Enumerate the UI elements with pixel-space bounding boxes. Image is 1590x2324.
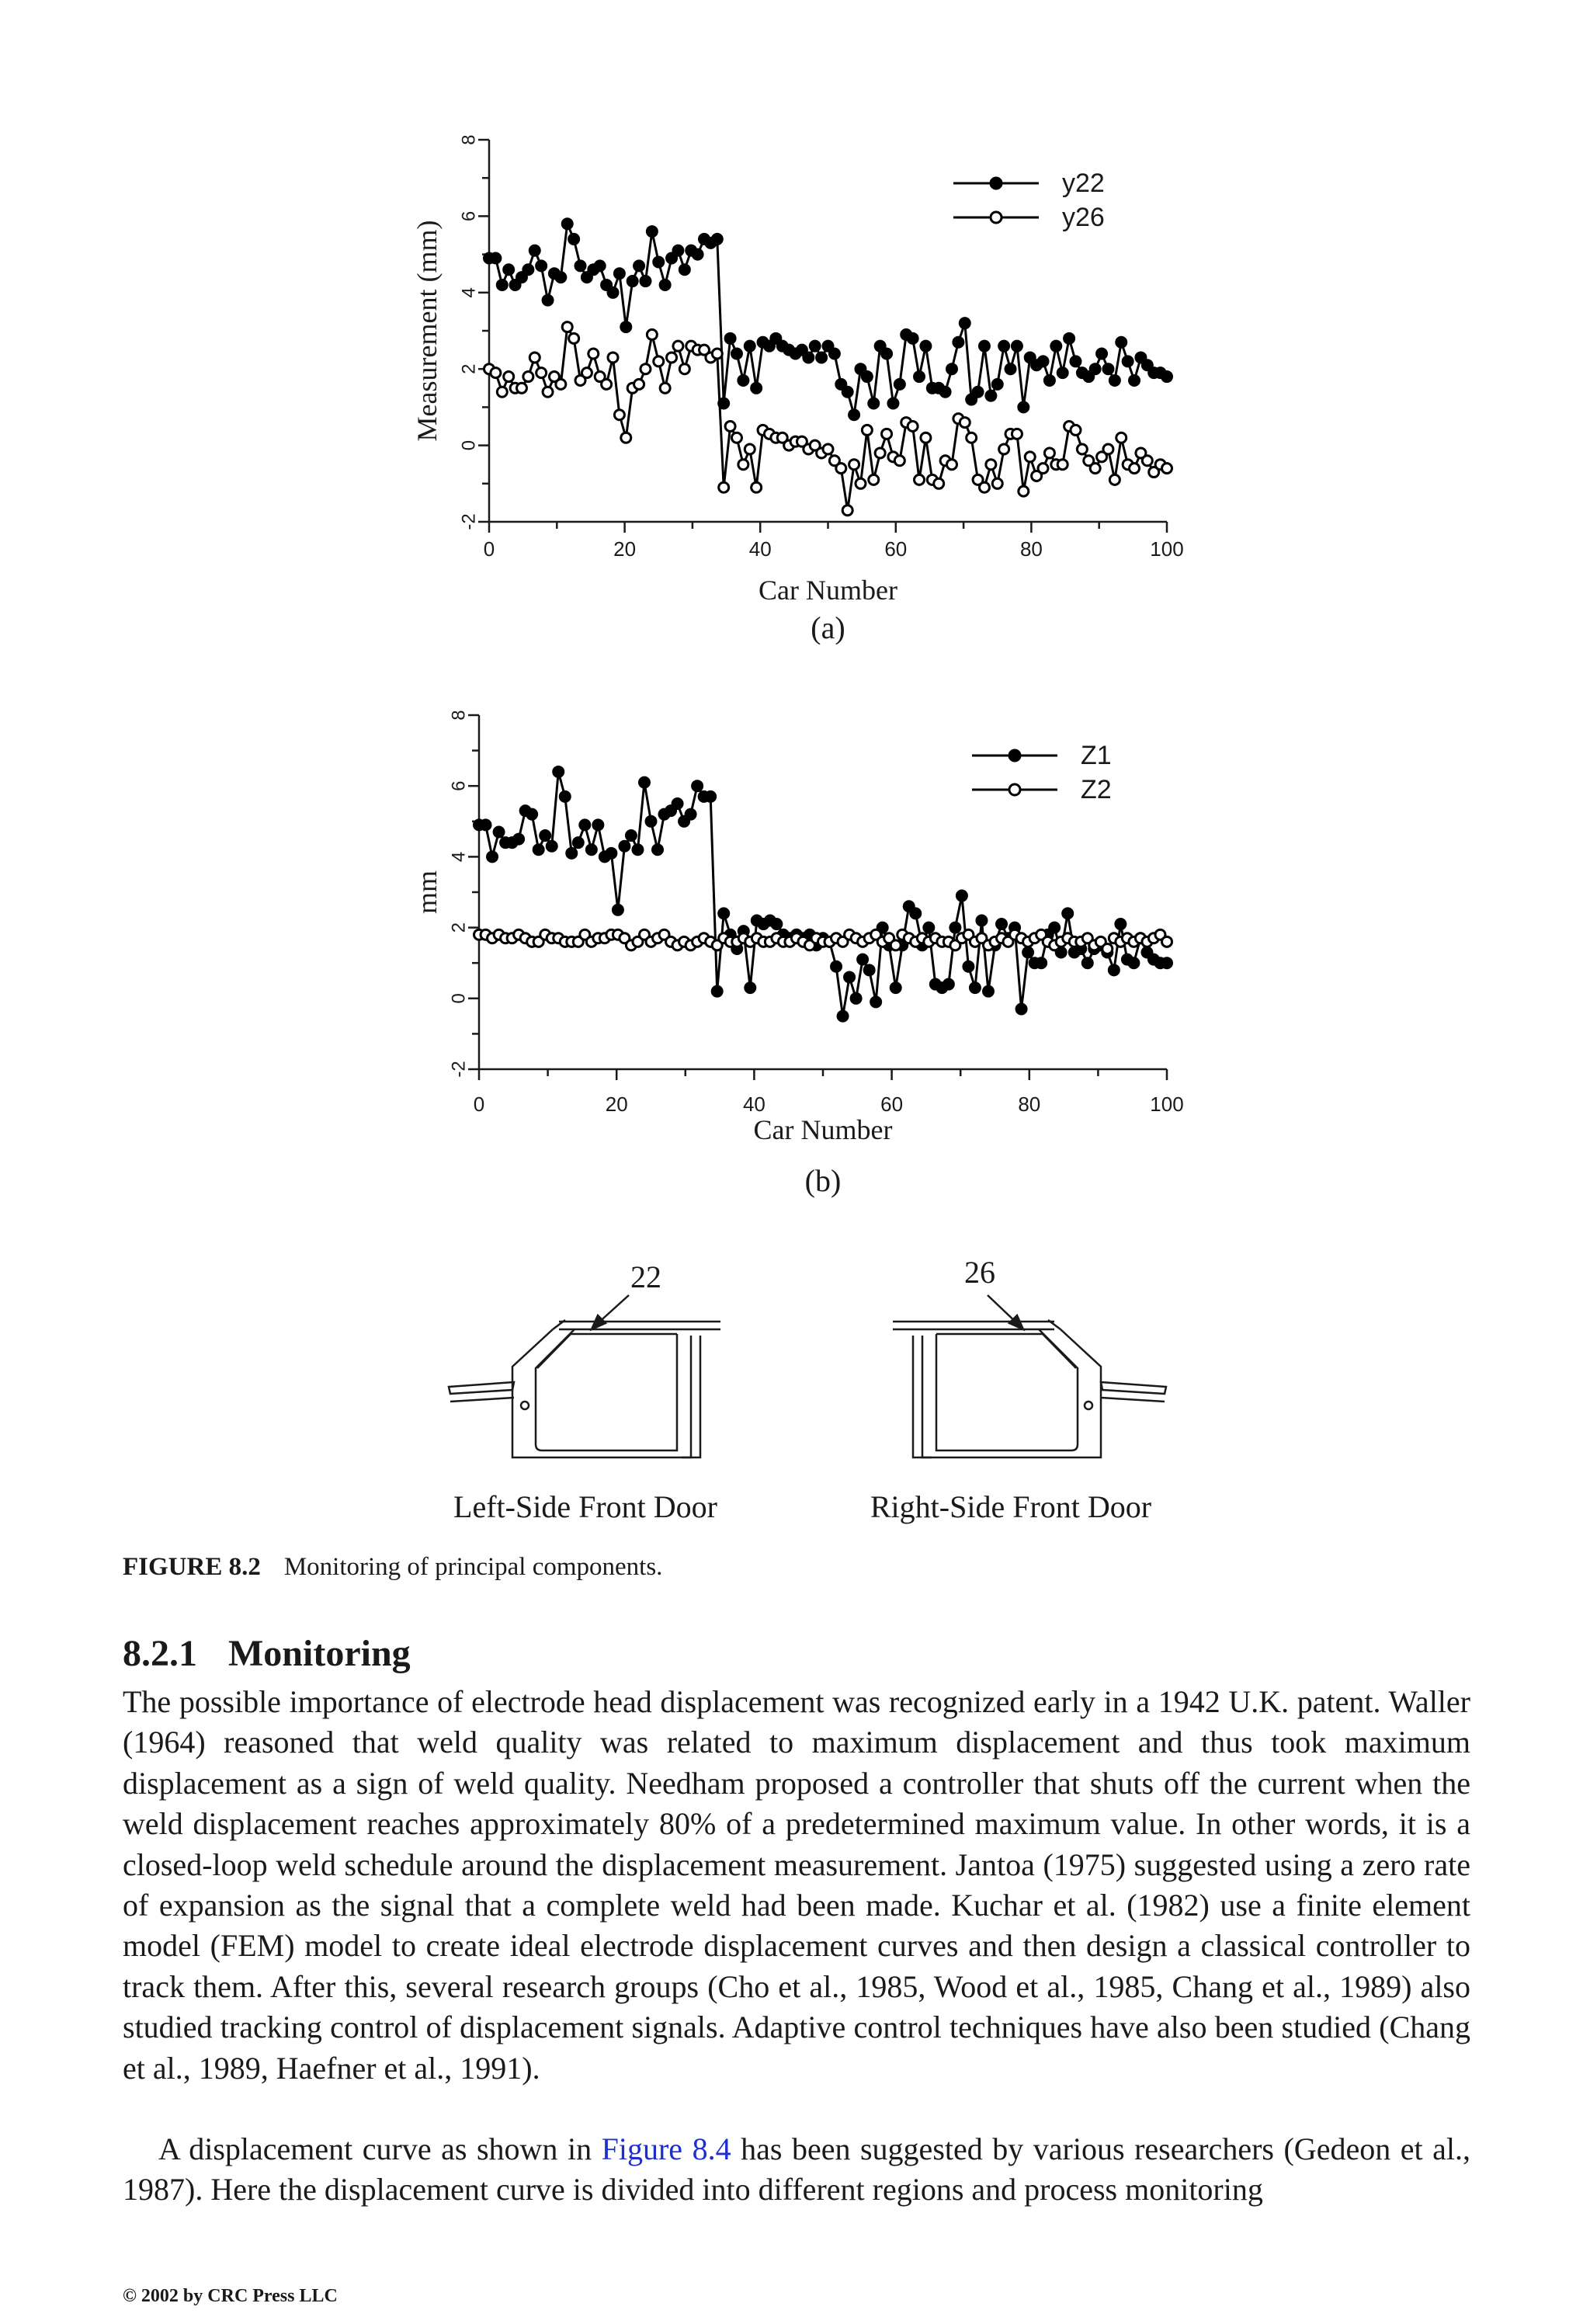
x-tick-label: 20	[613, 537, 637, 561]
y-tick-label: 4	[458, 287, 480, 298]
legend-label-y26: y26	[1062, 203, 1105, 232]
y-tick-label: 0	[448, 993, 470, 1004]
paragraph-2	[123, 2129, 1470, 2211]
y-tick-label: -2	[458, 513, 480, 530]
right-door-caption: Right-Side Front Door	[870, 1489, 1152, 1524]
figure-caption-text: Monitoring of principal components.	[283, 1553, 663, 1581]
x-tick-label: 80	[1018, 1093, 1041, 1116]
x-tick-label: 80	[1019, 537, 1043, 561]
paragraph-1: The possible importance of electrode head displacement was recognized early in a 1942 U.K. patent. Waller (1964) reasoned that weld quality was related to maximum displacement and thus took maximum displacement as a sign of weld quality. Needham proposed a controller that shuts off the current when the weld displacement reaches approximately 80% of a predetermined maximum value. In other words, it is a closed-loop weld schedule around the displacement measurement. Jantoa (1975) suggested using a zero rate of expansion as the signal that a complete weld had been made. Kuchar et al. (1982) use a finite element model (FEM) model to create ideal electrode displacement curves and then design a classical controller to track them. After this, several research groups (Cho et al., 1985, Wood et al., 1985, Chang et al., 1989) also studied tracking control of displacement signals. Adaptive control techniques have also been studied (Chang et al., 1989, Haefner et al., 1991).	[123, 1684, 1470, 2086]
y-tick-label: 2	[458, 363, 480, 374]
left-callout-number: 22	[630, 1259, 661, 1294]
x-tick-label: 60	[884, 537, 908, 561]
x-tick-label: 60	[880, 1093, 904, 1116]
y-tick-label: 6	[458, 210, 480, 222]
legend-label-Z1: Z1	[1081, 741, 1112, 770]
x-axis-label: Car Number	[759, 575, 897, 606]
panel-label: (b)	[804, 1163, 842, 1198]
x-tick-label: 40	[748, 537, 772, 561]
y-tick-label: 8	[448, 710, 470, 721]
x-tick-label: 100	[1150, 537, 1184, 561]
x-tick-label: 0	[483, 537, 495, 561]
paragraph-2-end: has been suggested by various researchers (Gedeon et al., 1987). Here the displacement curve is divided into different regions and process monitoring	[123, 2131, 1470, 2208]
figure-8-4-link[interactable]: Figure 8.4	[601, 2131, 731, 2166]
y-tick-label: -2	[448, 1061, 470, 1078]
left-door-figure	[449, 1320, 720, 1457]
x-axis-label: Car Number	[753, 1114, 893, 1145]
right-door-figure	[893, 1320, 1166, 1457]
copyright-footer: © 2002 by CRC Press LLC	[123, 2286, 338, 2306]
section-title: Monitoring	[228, 1633, 411, 1674]
right-callout-number: 26	[964, 1255, 995, 1290]
y-tick-label: 2	[448, 922, 470, 933]
y-tick-label: 8	[458, 134, 480, 145]
y-axis-label: Measurement (mm)	[411, 220, 443, 442]
x-tick-label: 40	[742, 1093, 765, 1116]
x-tick-label: 0	[473, 1093, 485, 1116]
y-axis-label: mm	[411, 870, 443, 915]
y-tick-label: 6	[448, 780, 470, 791]
section-number: 8.2.1	[123, 1633, 197, 1674]
left-door-caption: Left-Side Front Door	[453, 1489, 717, 1524]
legend-label-Z2: Z2	[1081, 775, 1112, 804]
paragraph-2-start: A displacement curve as shown in	[158, 2131, 602, 2166]
figure-label: FIGURE 8.2	[123, 1553, 261, 1581]
callout-arrows	[592, 1295, 1023, 1329]
panel-label: (a)	[811, 610, 845, 644]
x-tick-label: 100	[1150, 1093, 1184, 1116]
x-tick-label: 20	[605, 1093, 628, 1116]
section-heading	[123, 1632, 411, 1675]
legend-label-y22: y22	[1062, 168, 1105, 198]
y-tick-label: 4	[448, 851, 470, 863]
figure-caption	[123, 1553, 662, 1582]
y-tick-label: 0	[458, 439, 480, 451]
